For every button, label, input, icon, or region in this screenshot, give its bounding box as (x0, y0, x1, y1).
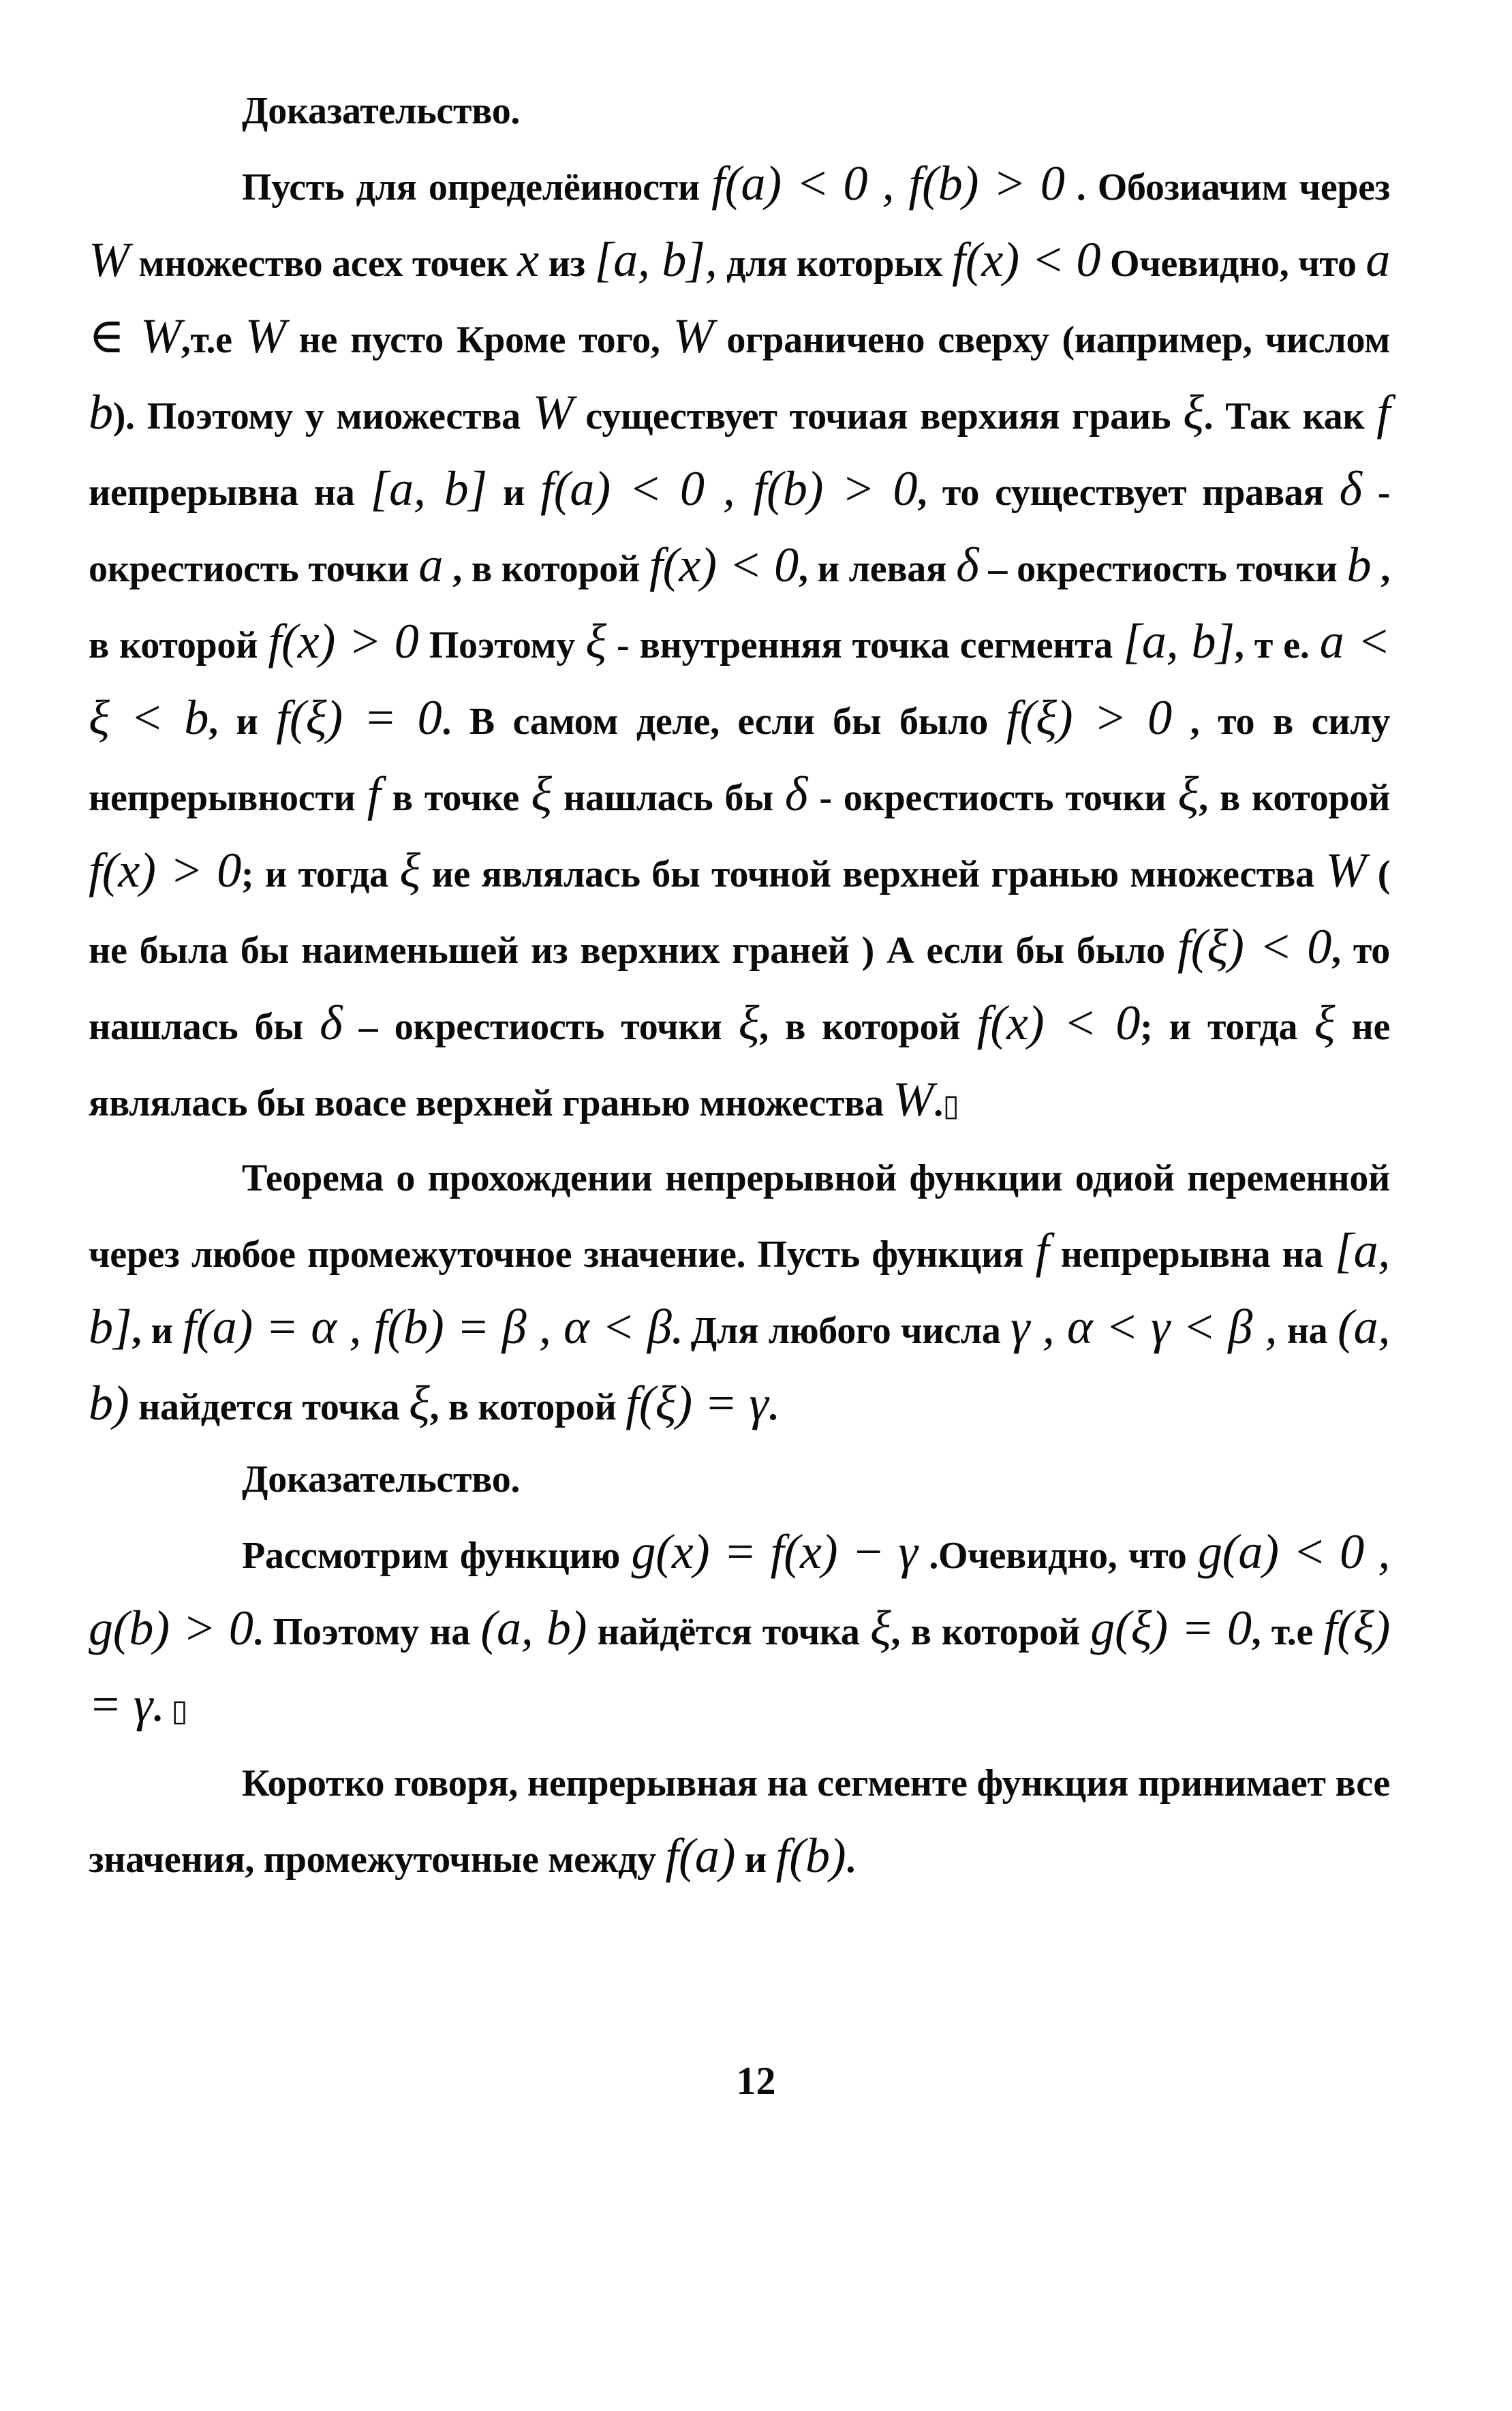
qed-symbol-2: ▯ (171, 1693, 188, 1728)
proof-paragraph-2: Рассмотрим функцию g(x) = f(x) − γ .Очевидно, что g(a) < 0 , g(b) > 0. Поэтому на (a, b) найдётся точка ξ, в которой g(ξ) = 0, т.е f(ξ) = γ. ▯ (89, 1524, 1391, 1732)
qed-symbol: ▯ (942, 1088, 959, 1123)
proof-heading-2: Доказательство. (242, 1458, 521, 1501)
page-content (89, 75, 1390, 1896)
theorem-label: Теорема (242, 1157, 384, 1199)
summary-paragraph: Коротко говоря, непрерывная на сегменте функция принимает все значения, промежуточные между f(a) и f(b). (89, 1762, 1390, 1883)
theorem-paragraph: Теорема о прохождении непрерывной функции одиой переменной через любое промежуточное значение. Пусть функция f непрерывна на [a, b], и f(a) = α , f(b) = β , α < β. Для любого числа γ , α < γ < β , на (a, b) найдется точка ξ, в которой f(ξ) = γ. (89, 1157, 1391, 1430)
page-number: 12 (736, 2059, 776, 2103)
proof-paragraph: Пусть для определёиности f(a) < 0 , f(b) > 0 . Обозиачим через W множество асех точек x из [a, b], для которых f(x) < 0 Очевидно, что a ∈ W,т.е W не пусто Кроме того, W ограничено сверху (иапример, числом b). Поэтому у миожества W существует точиая верхияя граиь ξ. Так как f иепрерывна на [a, b] и f(a) < 0 , f(b) > 0, то существует правая δ - окрестиость точки a , в которой f(x) < 0, и левая δ – окрестиость точки b , в которой f(x) > 0 Поэтому ξ - внутренняя точка сегмента [a, b], т е. a < ξ < b, и f(ξ) = 0. В самом деле, если бы было f(ξ) > 0 , то в силу непрерывности f в точке ξ нашлась бы δ - окрестиость точки ξ, в которой f(x) > 0; и тогда ξ ие являлась бы точной верхней гранью множества W ( не была бы наименьшей из верхних граней ) А если бы было f(ξ) < 0, то нашлась бы δ – окрестиость точки ξ, в которой f(x) < 0; и тогда ξ не являлась бы воасе верхней гранью множества W.▯ (89, 156, 1391, 1126)
proof-heading: Доказательство. (242, 90, 521, 132)
